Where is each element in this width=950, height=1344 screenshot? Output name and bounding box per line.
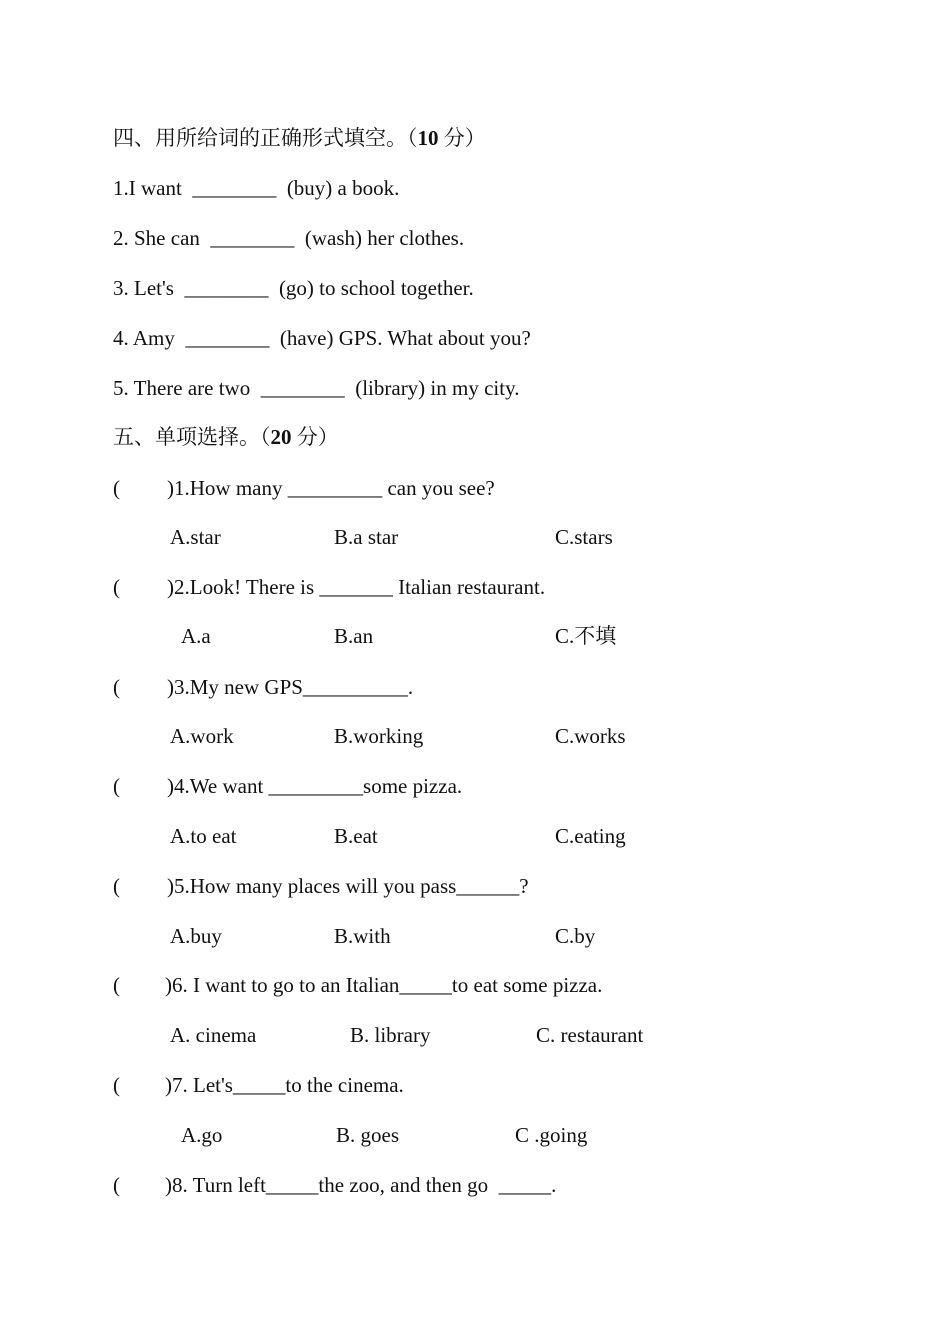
question-2-text: )2.Look! There is _______ Italian restaurant.	[167, 575, 546, 599]
question-4-paren: (	[113, 774, 120, 798]
question-7-text: )7. Let's_____to the cinema.	[165, 1073, 404, 1097]
question-5-paren: (	[113, 874, 120, 898]
question-4-option-c: C.eating	[555, 824, 626, 848]
question-6-option-a: A. cinema	[170, 1023, 257, 1047]
fill-item-1: 1.I want ________ (buy) a book.	[113, 176, 400, 200]
question-8-text: )8. Turn left_____the zoo, and then go _____.	[165, 1173, 557, 1197]
fill-item-2: 2. She can ________ (wash) her clothes.	[113, 226, 465, 250]
question-5-option-b: B.with	[334, 924, 391, 948]
section-4-heading-tail: 分）	[438, 126, 486, 150]
question-1-paren: (	[113, 476, 120, 500]
section-4-heading	[113, 124, 486, 152]
question-3-paren: (	[113, 675, 120, 699]
question-8-paren: (	[113, 1173, 120, 1197]
question-2-option-c: C.不填	[555, 624, 617, 648]
question-5-option-c: C.by	[555, 924, 596, 948]
question-1-option-b: B.a star	[334, 525, 399, 549]
section-5-heading-text: 五、单项选择。（	[113, 425, 271, 449]
fill-item-4: 4. Amy ________ (have) GPS. What about you?	[113, 326, 531, 350]
question-2-option-b: B.an	[334, 624, 374, 648]
question-3-option-b: B.working	[334, 724, 424, 748]
fill-item-5: 5. There are two ________ (library) in my city.	[113, 376, 520, 400]
question-3-option-c: C.works	[555, 724, 626, 748]
question-6-option-c: C. restaurant	[536, 1023, 644, 1047]
question-4-option-a: A.to eat	[170, 824, 237, 848]
question-5-text: )5.How many places will you pass______?	[167, 874, 529, 898]
question-3-option-a: A.work	[170, 724, 234, 748]
question-6-option-b: B. library	[350, 1023, 431, 1047]
question-6-paren: (	[113, 973, 120, 997]
section-5-heading-tail: 分）	[291, 425, 339, 449]
question-3-text: )3.My new GPS__________.	[167, 675, 414, 699]
section-4-score: 10	[417, 126, 439, 150]
question-2-option-a: A.a	[181, 624, 211, 648]
question-6-text: )6. I want to go to an Italian_____to eat some pizza.	[165, 973, 603, 997]
question-4-text: )4.We want _________some pizza.	[167, 774, 463, 798]
fill-item-3: 3. Let's ________ (go) to school together.	[113, 276, 474, 300]
section-5-score: 20	[270, 425, 292, 449]
question-7-option-a: A.go	[181, 1123, 223, 1147]
question-1-option-c: C.stars	[555, 525, 613, 549]
question-5-option-a: A.buy	[170, 924, 222, 948]
question-1-option-a: A.star	[170, 525, 221, 549]
question-7-option-c: C .going	[515, 1123, 588, 1147]
section-4-heading-text: 四、用所给词的正确形式填空。（	[113, 126, 418, 150]
question-1-text: )1.How many _________ can you see?	[167, 476, 495, 500]
question-7-paren: (	[113, 1073, 120, 1097]
question-2-paren: (	[113, 575, 120, 599]
question-7-option-b: B. goes	[336, 1123, 399, 1147]
question-4-option-b: B.eat	[334, 824, 378, 848]
section-5-heading	[113, 423, 339, 451]
